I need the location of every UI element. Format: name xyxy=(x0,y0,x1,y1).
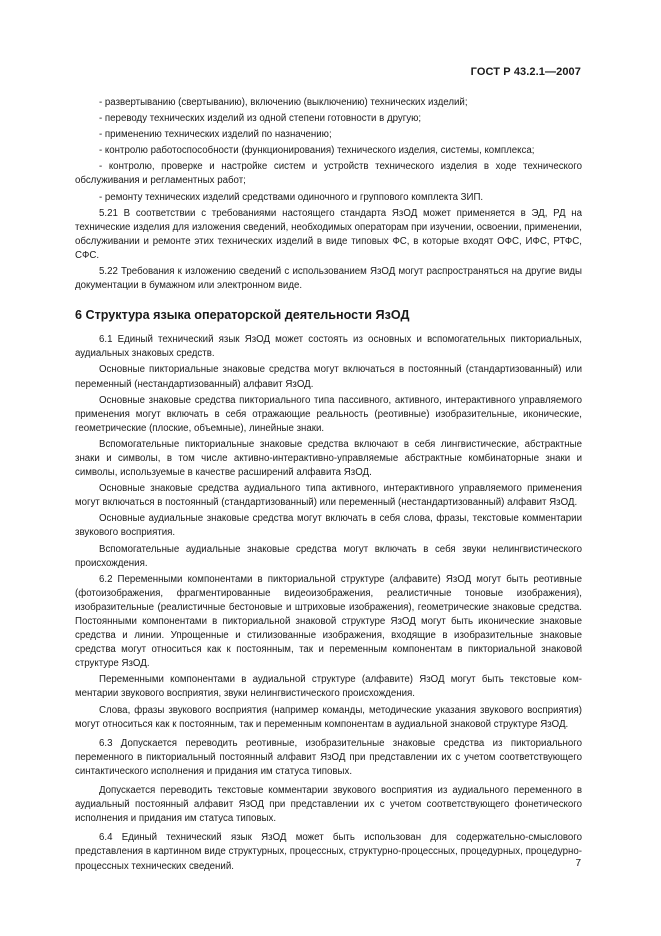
list-item: - ремонту технических изделий средствами одиночного и группового комплекта ЗИП. xyxy=(99,191,484,203)
list-item: - переводу технических изделий из одной степени готовности в другую; xyxy=(99,113,422,125)
paragraph: Слова, фразы звукового восприятия (например команды, методические указания звукового восприятия) могут относиться как к постоянным, так и переменным компонентам в аудиальной знаковой структуре ЯзОД. xyxy=(75,704,582,730)
paragraph: Допускается переводить текстовые комментарии звукового восприятия из аудиального переменного в аудиальный постоянный алфавит ЯзОД при представлении их с учетом соответствующего фонетического исполнения и придания им статуса типовых. xyxy=(75,785,582,825)
clause-6-2: 6.2 Переменными компонентами в пиктoриальной структуре (алфавите) ЯзОД могут быть реотивные (фотоизображения, фрагментированные видеоизображения, реалистичные тоновые изображения), изобразительные (реалистичные бестоновые и штриховые изображения), геометрические знаковые средства. Постоянными компонентами в пиктoриальной знаковой структуре ЯзОД могут быть иконические знаковые средства и линии. Упрощенные и стилизованные изображения, входящие в изобразительные знаковые средства могут относиться как к постоянным, так и переменным компонентам в пиктoриальной знаковой структуре ЯзОД. xyxy=(75,573,582,670)
paragraph: Основные аудиальные знаковые средства могут включать в себя слова, фразы, текстовые комментарии звукового восприятия. xyxy=(75,513,582,539)
paragraph: Основные пиктoриальные знаковые средства могут включаться в постоянный (стандартизованный) или переменный (нестандартизованный) алфавит ЯзОД. xyxy=(75,364,582,390)
clause-5-22: 5.22 Требования к изложению сведений с использованием ЯзОД могут распространяться на другие виды документации в бумажном или электронном виде. xyxy=(75,266,582,292)
list-item: - применению технических изделий по назначению; xyxy=(99,129,332,141)
paragraph: Переменными компонентами в аудиальной структуре (алфавите) ЯзОД могут быть текстовые комментарии звукового восприятия, звуки нелингвистического происхождения. xyxy=(75,674,582,700)
paragraph: Вспомогательные пиктoриальные знаковые средства включают в себя лингвистические, абстрактные знаки и символы, в том числе активно-интерактивно-управляемые абстрактные комбинаторные знаки и символы, используемые в качестве расширений алфавита ЯзОД. xyxy=(75,438,582,479)
paragraph: Основные знаковые средства аудиального типа активного, интерактивного управляемого применения могут включаться в постоянный (стандартизованный) или переменный (нестандартизованный) алфавит ЯзОД. xyxy=(75,483,582,509)
document-body xyxy=(75,96,582,874)
list-item: - развертыванию (свертыванию), включению (выключению) технических изделий; xyxy=(99,97,468,108)
clause-6-1: 6.1 Единый технический язык ЯзОД может состоять из основных и вспомогательных пикториальных, аудиальных знаковых средств. xyxy=(75,334,582,360)
clause-6-3: 6.3 Допускается переводить реотивные, изобразительные знаковые средства из пиктoриального переменного в пиктoриальный постоянный алфавит ЯзОД при представлении их с учетом соответствующего синтактического исполнения и придания им статуса типовых. xyxy=(75,737,582,777)
page-number: 7 xyxy=(575,858,581,869)
list-item: - контролю, проверке и настройке систем и устройств технического изделия в ходе технического обслуживания и регламентных работ; xyxy=(75,161,582,187)
section-title: 6 Структура языка операторской деятельности ЯзОД xyxy=(75,308,410,323)
clause-6-4: 6.4 Единый технический язык ЯзОД может быть использован для содержательно-смыслового представления в картинном виде структурных, процессных, структурно-процессных, процедурных, процедурно-процессных технических сведений. xyxy=(75,832,582,872)
document-header: ГОСТ Р 43.2.1—2007 xyxy=(470,66,581,78)
paragraph: Основные знаковые средства пиктoриального типа пассивного, активного, интерактивного управляемого применения могут включать в себя отражающие реальность (реотивные) изобразительные, иконические, геометрические (плоские, объемные), линейные знаки. xyxy=(75,394,582,434)
paragraph: Вспомогательные аудиальные знаковые средства могут включать в себя звуки нелингвистического происхождения. xyxy=(75,543,582,569)
clause-5-21: 5.21 В соответствии с требованиями настоящего стандарта ЯзОД может применяется в ЭД, РД на технические изделия для изложения сведений, необходимых операторам при изучении, освоении, применении, обслуживании и ремонте этих технических изделий в виде типовых ФС, в которые входят ОФС, ИФС, РТФС, СФС. xyxy=(75,207,582,261)
list-item: - контролю работоспособности (функционирования) технического изделия, системы, комплекса; xyxy=(99,145,535,157)
